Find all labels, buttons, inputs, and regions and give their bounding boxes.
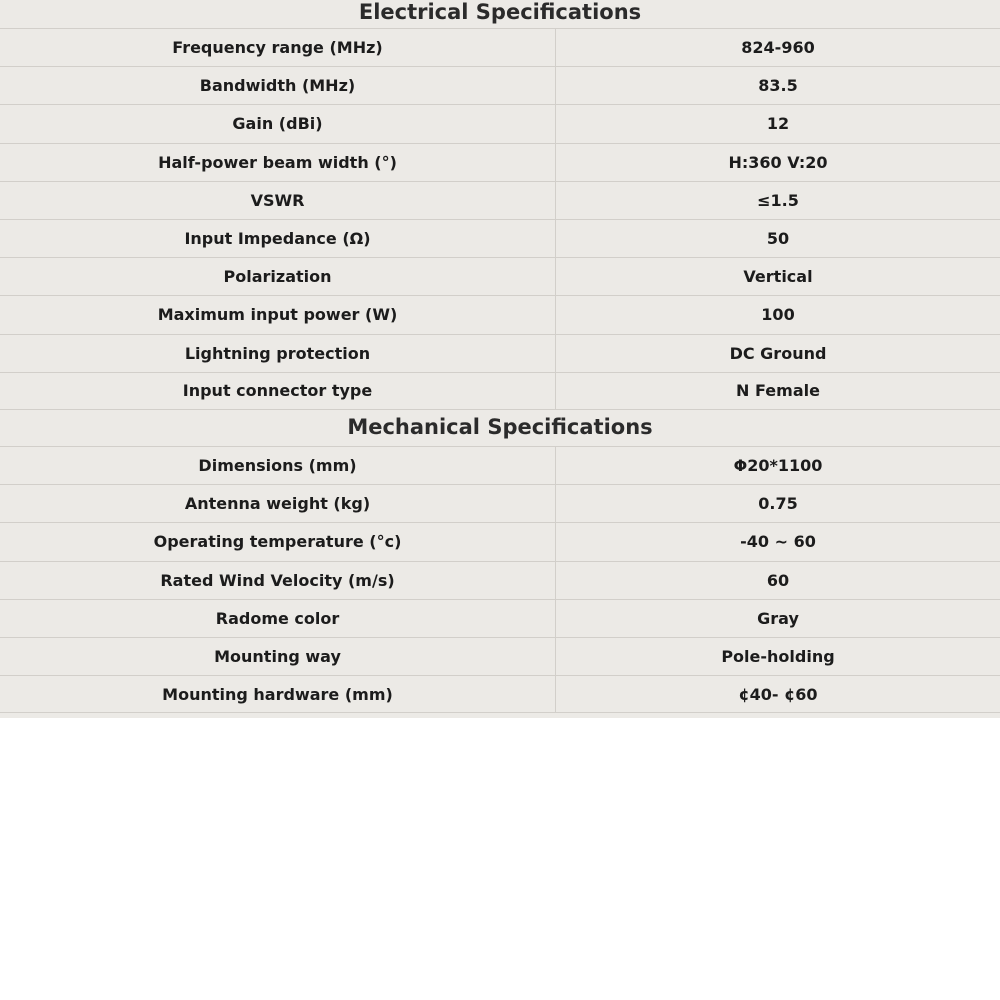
spec-value: N Female	[736, 381, 820, 401]
table-row	[0, 143, 1000, 181]
spec-value: ¢40- ¢60	[738, 684, 818, 704]
spec-label: Mounting way	[0, 638, 556, 675]
table-row	[0, 66, 1000, 104]
spec-label: Antenna weight (kg)	[0, 485, 556, 522]
table-row	[0, 334, 1000, 372]
spec-label: Polarization	[0, 258, 556, 295]
spec-label: Input Impedance (Ω)	[0, 220, 556, 257]
electrical-specifications-table	[0, 28, 1000, 410]
spec-value: 83.5	[758, 76, 798, 96]
spec-value: 100	[761, 305, 795, 325]
spec-label: Radome color	[0, 600, 556, 637]
table-row	[0, 372, 1000, 410]
table-row	[0, 28, 1000, 66]
mechanical-specifications-table	[0, 446, 1000, 713]
spec-label: Gain (dBi)	[0, 105, 556, 142]
mechanical-specifications-title: Mechanical Specifications	[347, 415, 653, 439]
spec-value: Vertical	[743, 267, 813, 287]
spec-label: Lightning protection	[0, 335, 556, 372]
spec-value: ≤1.5	[757, 190, 799, 210]
spec-value: 60	[766, 570, 790, 590]
spec-value: Gray	[757, 608, 799, 628]
table-row	[0, 257, 1000, 295]
spec-value: DC Ground	[729, 343, 827, 363]
table-row	[0, 219, 1000, 257]
table-row	[0, 295, 1000, 333]
spec-label: Mounting hardware (mm)	[0, 676, 556, 712]
spec-label: Input connector type	[0, 373, 556, 409]
spec-value: Φ20*1100	[733, 456, 823, 476]
spec-value: 0.75	[758, 494, 798, 514]
electrical-specifications-title: Electrical Specifications	[358, 0, 642, 24]
table-row	[0, 675, 1000, 713]
spec-label: Maximum input power (W)	[0, 296, 556, 333]
table-row	[0, 446, 1000, 484]
spec-value: -40 ~ 60	[740, 532, 816, 552]
spec-label: Bandwidth (MHz)	[0, 67, 556, 104]
table-row	[0, 104, 1000, 142]
spec-label: Rated Wind Velocity (m/s)	[0, 562, 556, 599]
table-row	[0, 522, 1000, 560]
spec-value: 50	[766, 229, 790, 249]
table-row	[0, 561, 1000, 599]
spec-label: VSWR	[0, 182, 556, 219]
spec-label: Frequency range (MHz)	[0, 29, 556, 66]
spec-value: 824-960	[741, 38, 815, 58]
table-row	[0, 637, 1000, 675]
spec-label: Half-power beam width (°)	[0, 144, 556, 181]
spec-value: Pole-holding	[721, 647, 835, 667]
spec-label: Dimensions (mm)	[0, 447, 556, 484]
table-row	[0, 599, 1000, 637]
spec-label: Operating temperature (°c)	[0, 523, 556, 560]
table-row	[0, 484, 1000, 522]
spec-value: 12	[766, 114, 790, 134]
spec-value: H:360 V:20	[728, 152, 828, 172]
table-row	[0, 181, 1000, 219]
